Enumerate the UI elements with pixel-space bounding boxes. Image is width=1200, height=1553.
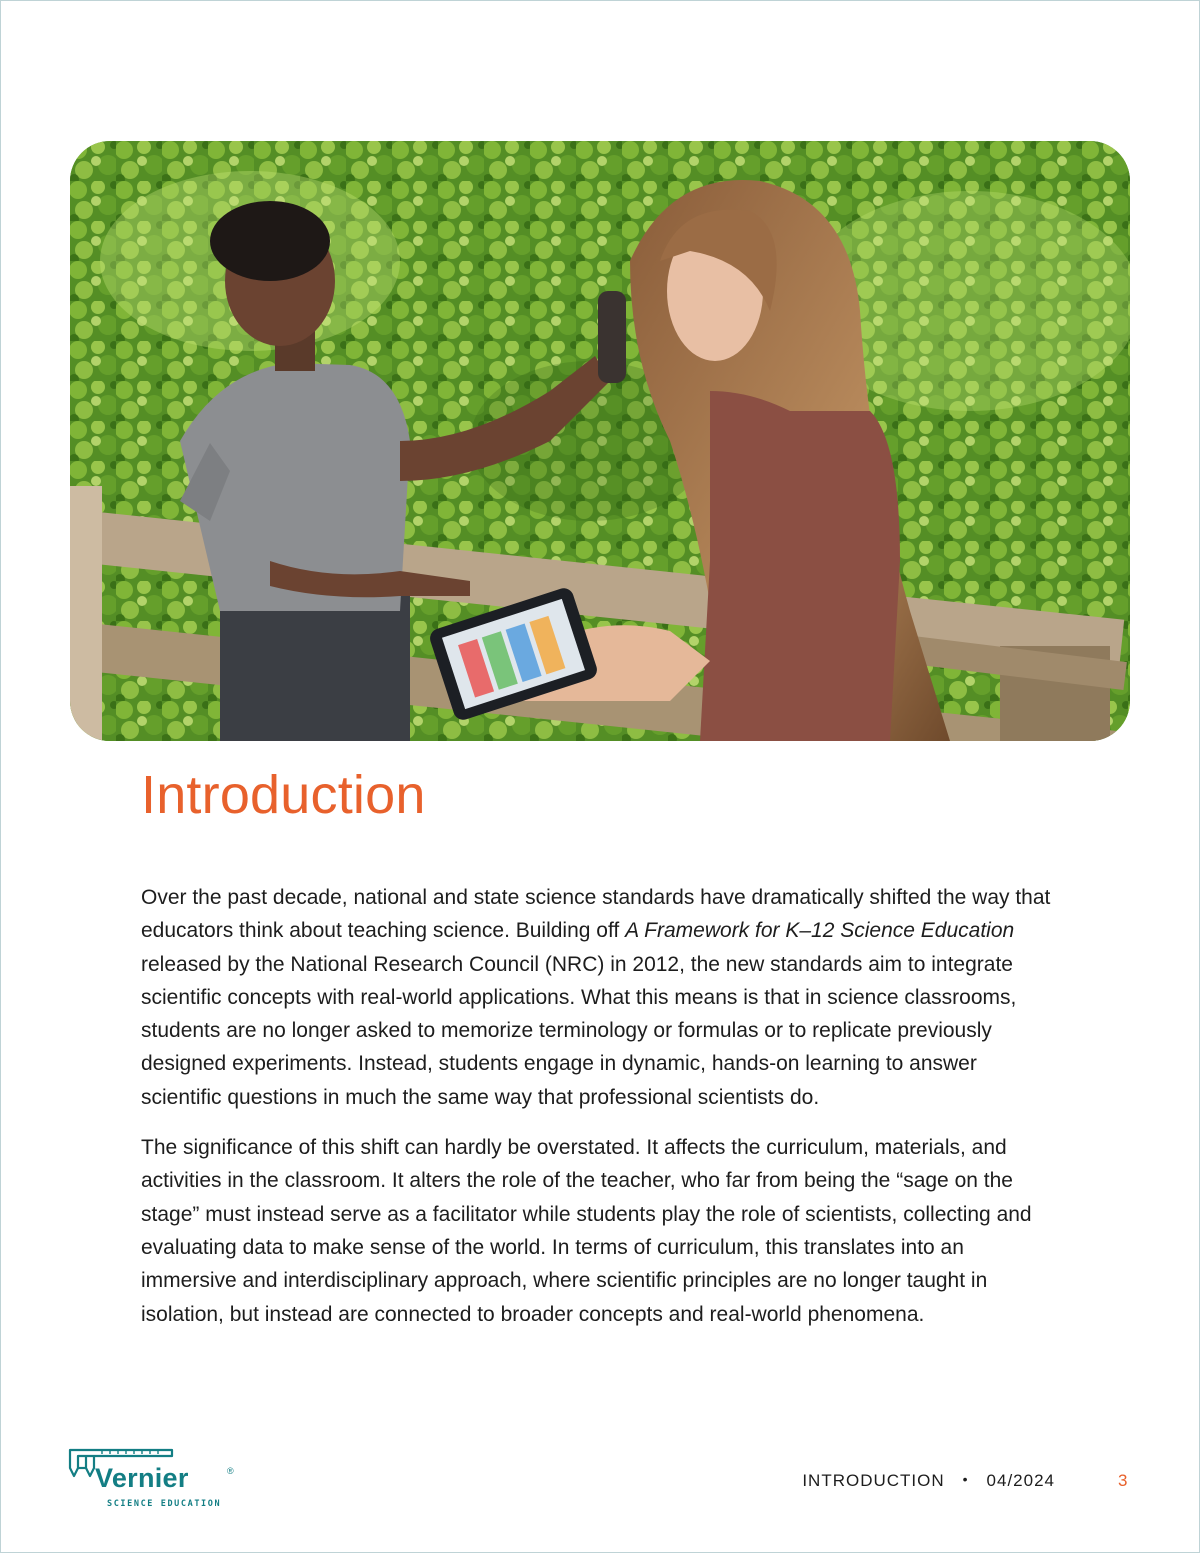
paragraph-1-end: released by the National Research Council (NRC) in 2012, the new standards aim to integrate scientific concepts with real-world applications. What this means is that in science classrooms, students are no longer asked to memorize terminology or formulas or to replicate previously designed experiments. Instead, students engage in dynamic, hands-on learning to answer scientific questions in much the same way that professional scientists do. <box>141 952 1017 1109</box>
paragraph-2: The significance of this shift can hardly be overstated. It affects the curriculum, materials, and activities in the classroom. It alters the role of the teacher, who far from being the “sage on the stage” must instead serve as a facilitator while students play the role of scientists, collecting and evaluating data to make sense of the world. In terms of curriculum, this translates into an immersive and interdisciplinary approach, where scientific principles are no longer taught in isolation, but instead are connected to broader concepts and real-world phenomena. <box>141 1136 1032 1326</box>
logo-wordmark: Vernier <box>95 1463 189 1493</box>
logo-registered-mark: ® <box>227 1466 234 1476</box>
vernier-logo <box>68 1446 238 1512</box>
paragraph-1-start: Over the past decade, national and state science standards have dramatically shifted the way that educators think about teaching science. Building off <box>141 886 1051 943</box>
page-title: Introduction <box>141 765 426 825</box>
footer-meta <box>802 1471 1055 1491</box>
framework-title: A Framework for K–12 Science Education <box>625 919 1015 943</box>
hero-photo <box>70 141 1130 741</box>
footer-separator: • <box>962 1471 969 1487</box>
footer-section: INTRODUCTION <box>802 1471 945 1490</box>
logo-tagline: SCIENCE EDUCATION <box>107 1499 222 1509</box>
paragraph-1 <box>141 881 1061 1114</box>
page-number: 3 <box>1118 1471 1128 1490</box>
body-text <box>141 881 1061 1348</box>
photo-students-icon <box>70 141 1130 741</box>
footer-date: 04/2024 <box>986 1471 1055 1490</box>
